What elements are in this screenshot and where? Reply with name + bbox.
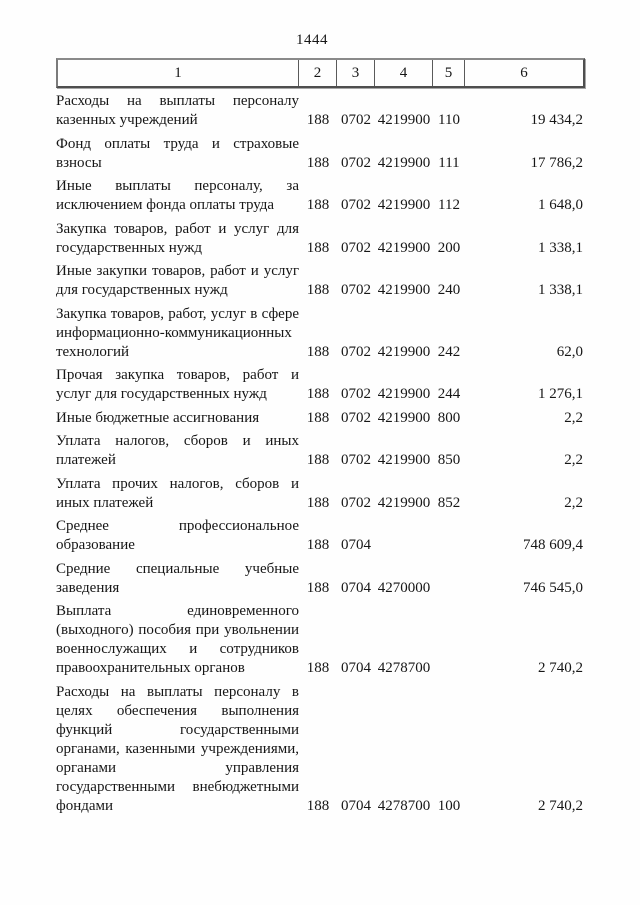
cell-code-expense-type: 800 [437, 409, 461, 426]
cell-code-grbs: 188 [306, 343, 330, 360]
cell-code-section: 0702 [341, 343, 371, 360]
cell-code-grbs: 188 [306, 112, 330, 128]
header-cell-5: 5 [433, 60, 465, 86]
row-label: Уплата налогов, сборов и иных платежей [56, 433, 299, 468]
cell-code-expense-type: 852 [437, 494, 461, 511]
cell-code-target-article: 4270000 [377, 579, 431, 596]
row-label: Фонд оплаты труда и страховые взносы [56, 135, 299, 171]
cell-code-target-article: 4278700 [377, 797, 431, 814]
row-label: Иные выплаты персоналу, за исключением фонда оплаты труда [56, 178, 299, 213]
cell-code-expense-type: 111 [438, 154, 460, 171]
table-row [56, 262, 585, 300]
row-label: Расходы на выплаты персоналу в целях обеспечения выполнения функций государственными органами, казенными учреждениями, органами управления государственными внебюджетными фондами [56, 683, 299, 814]
row-label: Расходы на выплаты персоналу казенных учреждений [56, 93, 299, 128]
cell-code-expense-type: 200 [437, 239, 461, 256]
table-row [56, 366, 585, 404]
cell-code-grbs: 188 [306, 797, 330, 814]
cell-code-grbs: 188 [306, 494, 330, 511]
cell-amount: 2,2 [564, 409, 583, 426]
cell-code-target-article: 4219900 [377, 409, 431, 426]
cell-code-expense-type: 242 [437, 343, 461, 360]
cell-code-grbs: 188 [306, 386, 330, 402]
cell-code-target-article: 4219900 [377, 112, 431, 128]
table-row [56, 135, 585, 173]
cell-code-grbs: 188 [306, 282, 330, 298]
cell-code-grbs: 188 [306, 660, 330, 676]
cell-code-grbs: 188 [306, 239, 330, 256]
cell-code-expense-type: 240 [437, 282, 461, 298]
cell-code-target-article: 4219900 [377, 239, 431, 256]
cell-code-target-article: 4219900 [377, 343, 431, 360]
cell-code-section: 0702 [341, 112, 371, 128]
cell-code-expense-type: 112 [438, 197, 460, 213]
cell-code-grbs: 188 [306, 197, 330, 213]
header-cell-3: 3 [337, 60, 375, 86]
page-number: 1444 [296, 32, 328, 48]
cell-code-target-article: 4219900 [377, 197, 431, 213]
table-row [56, 220, 585, 258]
cell-code-section: 0704 [341, 579, 371, 596]
cell-code-grbs: 188 [306, 537, 330, 553]
cell-amount: 2 740,2 [538, 797, 583, 814]
cell-code-section: 0704 [341, 797, 371, 814]
table-body [56, 92, 585, 820]
table-row [56, 602, 585, 678]
table-row [56, 409, 585, 428]
table-header [56, 58, 585, 88]
table-row [56, 432, 585, 470]
cell-amount: 748 609,4 [523, 537, 583, 553]
table-row [56, 517, 585, 555]
cell-code-expense-type: 850 [437, 452, 461, 468]
cell-code-expense-type: 244 [437, 386, 461, 402]
table-row [56, 92, 585, 130]
table-row [56, 177, 585, 215]
cell-code-section: 0702 [341, 386, 371, 402]
row-label: Иные бюджетные ассигнования [56, 409, 260, 426]
cell-code-section: 0702 [341, 494, 371, 511]
cell-code-grbs: 188 [306, 452, 330, 468]
table-row [56, 305, 585, 362]
row-label: Прочая закупка товаров, работ и услуг для государственных нужд [56, 367, 299, 402]
cell-code-grbs: 188 [306, 409, 330, 426]
cell-amount: 2,2 [564, 452, 583, 468]
cell-code-section: 0702 [341, 239, 371, 256]
cell-code-target-article: 4219900 [377, 386, 431, 402]
row-label: Среднее профессиональное образование [56, 518, 299, 553]
header-cell-1: 1 [58, 60, 299, 86]
cell-amount: 2,2 [564, 494, 583, 511]
cell-amount: 19 434,2 [530, 112, 583, 128]
cell-code-expense-type: 100 [437, 797, 461, 814]
cell-code-target-article: 4219900 [377, 282, 431, 298]
cell-code-section: 0702 [341, 409, 371, 426]
cell-amount: 1 276,1 [538, 386, 583, 402]
cell-code-section: 0702 [341, 282, 371, 298]
cell-code-section: 0702 [341, 154, 371, 171]
cell-code-target-article: 4219900 [377, 154, 431, 171]
header-cell-6: 6 [520, 64, 528, 81]
table-row [56, 475, 585, 513]
cell-code-target-article: 4219900 [377, 452, 431, 468]
cell-amount: 17 786,2 [530, 154, 583, 171]
cell-code-section: 0704 [341, 537, 371, 553]
cell-code-grbs: 188 [306, 579, 330, 596]
cell-code-section: 0704 [341, 660, 371, 676]
table-row [56, 560, 585, 598]
row-label: Закупка товаров, работ, услуг в сфере информационно-коммуникационных технологий [56, 305, 299, 360]
header-cell-2: 2 [299, 60, 337, 86]
cell-code-target-article: 4278700 [377, 660, 431, 676]
cell-amount: 1 338,1 [538, 239, 583, 256]
cell-amount: 2 740,2 [538, 660, 583, 676]
cell-amount: 62,0 [556, 343, 583, 360]
cell-code-target-article: 4219900 [377, 494, 431, 511]
table-row [56, 683, 585, 816]
row-label: Иные закупки товаров, работ и услуг для государственных нужд [56, 263, 299, 298]
row-label: Закупка товаров, работ и услуг для государственных нужд [56, 220, 299, 256]
row-label: Уплата прочих налогов, сборов и иных платежей [56, 475, 299, 511]
cell-amount: 746 545,0 [523, 579, 583, 596]
row-label: Средние специальные учебные заведения [56, 560, 299, 596]
cell-code-expense-type: 110 [438, 112, 460, 128]
cell-code-grbs: 188 [306, 154, 330, 171]
cell-amount: 1 338,1 [538, 282, 583, 298]
row-label: Выплата единовременного (выходного) пособия при увольнении военнослужащих и сотрудников правоохранительных органов [56, 603, 299, 676]
cell-code-section: 0702 [341, 197, 371, 213]
header-cell-4: 4 [375, 60, 433, 86]
cell-amount: 1 648,0 [538, 197, 583, 213]
cell-code-section: 0702 [341, 452, 371, 468]
